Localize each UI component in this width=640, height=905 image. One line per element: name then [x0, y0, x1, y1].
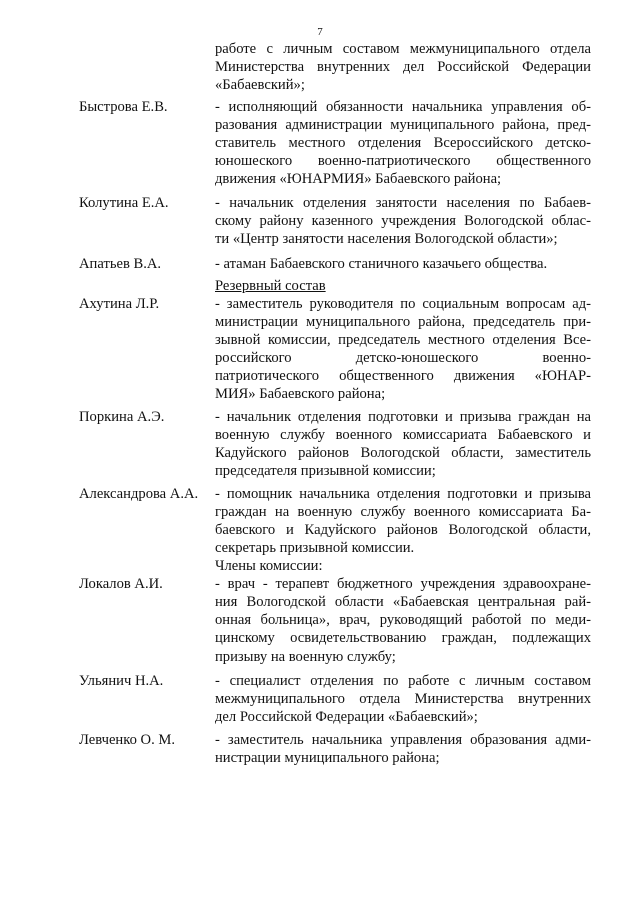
text-line: военную службу военного комиссариата Бабаевского и	[215, 426, 591, 443]
member-description	[215, 575, 591, 665]
text-line: межмуниципального отдела Министерства внутренних	[215, 690, 591, 707]
member-name: Ульянич Н.А.	[79, 672, 164, 689]
member-entry	[79, 575, 591, 665]
text-line: - врач - терапевт бюджетного учреждения здравоохране-	[215, 576, 591, 593]
document-body	[79, 40, 591, 767]
member-name: Быстрова Е.В.	[79, 99, 168, 116]
member-entry	[79, 672, 591, 726]
text-line: - помощник начальника отделения подготовки и призыва	[215, 486, 591, 503]
text-line: зывной комиссии, председатель местного отделения Все-	[215, 331, 591, 348]
entry-description	[215, 40, 591, 94]
member-description	[215, 98, 591, 188]
member-entry	[79, 731, 591, 767]
member-name: Ахутина Л.Р.	[79, 295, 160, 312]
member-description	[215, 731, 591, 767]
member-name: Левченко О. М.	[79, 731, 175, 748]
text-line: нистрации муниципального района;	[215, 749, 440, 766]
text-line: секретарь призывной комиссии.	[215, 540, 415, 557]
text-line: - исполняющий обязанности начальника управления об-	[215, 99, 591, 116]
text-line: председателя призывной комиссии;	[215, 463, 436, 480]
page-number: 7	[317, 26, 323, 38]
member-description	[215, 672, 591, 726]
reserve-heading-row	[79, 277, 591, 295]
text-line: ния Вологодской области «Бабаевская центральная рай-	[215, 594, 591, 611]
reserve-heading: Резервный состав	[215, 277, 326, 294]
text-line: Министерства внутренних дел Российской Федерации	[215, 59, 591, 76]
member-name: Колутина Е.А.	[79, 195, 169, 212]
member-description	[215, 408, 591, 480]
text-line: МИЯ» Бабаевского района;	[215, 385, 386, 402]
member-description	[215, 194, 591, 248]
text-line: цинскому освидетельствованию граждан, подлежащих	[215, 630, 591, 647]
text-line: Кадуйского районов Вологодской области, заместитель	[215, 444, 591, 461]
members-heading-row	[79, 557, 591, 575]
member-entry	[79, 295, 591, 403]
text-line: министрации муниципального района, председатель при-	[215, 313, 591, 330]
text-line: баевского и Кадуйского районов Вологодской области,	[215, 522, 591, 539]
text-line: разования администрации муниципального района, пред-	[215, 117, 591, 134]
member-entry	[79, 408, 591, 480]
text-line: работе с личным составом межмуниципального отдела	[215, 41, 591, 57]
member-name: Локалов А.И.	[79, 576, 163, 593]
text-line: российского детско-юношеского военно-	[215, 349, 591, 366]
member-entry	[79, 98, 591, 188]
text-line: движения «ЮНАРМИЯ» Бабаевского района;	[215, 171, 502, 188]
member-entry	[79, 485, 591, 557]
text-line: ти «Центр занятости населения Вологодской области»;	[215, 231, 558, 248]
text-line: - специалист отделения по работе с личным составом	[215, 672, 591, 689]
member-entry	[79, 255, 591, 273]
text-line: граждан на военную службу военного комиссариата Ба-	[215, 504, 591, 521]
text-line: ставитель местного отделения Всероссийского детско-	[215, 135, 591, 152]
member-description	[215, 295, 591, 403]
text-line: - начальник отделения подготовки и призыва граждан на	[215, 408, 591, 425]
text-line: «Бабаевский»;	[215, 77, 305, 94]
text-line: скому району казенного учреждения Вологодской облас-	[215, 213, 591, 230]
text-line: - начальник отделения занятости населения по Бабаев-	[215, 195, 591, 212]
text-line: - заместитель руководителя по социальным вопросам ад-	[215, 295, 591, 312]
member-name: Апатьев В.А.	[79, 255, 162, 272]
member-description	[215, 255, 591, 273]
text-line: юношеского военно-патриотического общественного	[215, 153, 591, 170]
entry-continuation	[79, 40, 591, 94]
text-line: - атаман Бабаевского станичного казачьего общества.	[215, 255, 548, 272]
member-entry	[79, 194, 591, 248]
members-heading: Члены комиссии:	[215, 558, 323, 575]
member-name: Александрова А.А.	[79, 486, 199, 503]
text-line: патриотического общественного движения «ЮНАР-	[215, 367, 591, 384]
text-line: дел Российской Федерации «Бабаевский»;	[215, 708, 478, 725]
member-name: Поркина А.Э.	[79, 408, 165, 425]
text-line: - заместитель начальника управления образования адми-	[215, 731, 591, 748]
text-line: онная больница», врач, руководящий работой по меди-	[215, 612, 591, 629]
text-line: призыву на военную службу;	[215, 648, 396, 665]
member-description	[215, 485, 591, 557]
